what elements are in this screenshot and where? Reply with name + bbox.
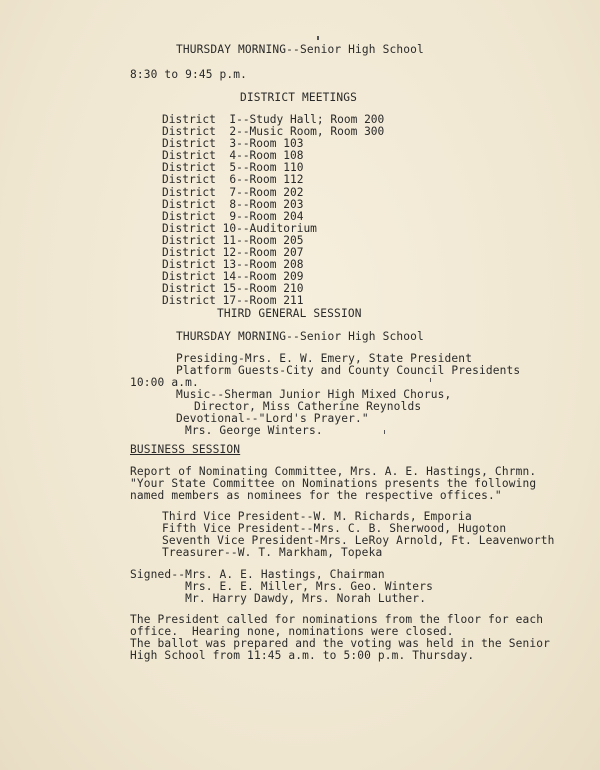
closing-line: High School from 11:45 a.m. to 5:00 p.m. Thursday. [130,649,475,662]
district-item: District 10--Auditorium [162,221,317,235]
nominee-line: Fifth Vice President--Mrs. C. B. Sherwood, Hugoton [162,522,507,535]
nominee-line: Third Vice President--W. M. Richards, Emporia [162,510,472,523]
nominee-line: Seventh Vice President-Mrs. LeRoy Arnold, Ft. Leavenworth [162,534,555,547]
district-item: District 2--Music Room, Room 300 [162,125,385,139]
music-line: Music--Sherman Junior High Mixed Chorus, [176,388,452,401]
closing-line: The ballot was prepared and the voting was held in the Senior [130,637,551,650]
district-item: District 11--Room 205 [162,233,304,247]
district-item: District 7--Room 202 [162,185,304,199]
presiding-line: Presiding-Mrs. E. W. Emery, State President [176,352,473,365]
district-item: District 3--Room 103 [162,137,304,151]
district-item: District 9--Room 204 [162,209,304,223]
ink-mark [384,430,385,434]
devotional-line: Devotional--"Lord's Prayer." [176,412,369,425]
nominee-line: Treasurer--W. T. Markham, Topeka [162,546,383,559]
district-item: District 12--Room 207 [162,246,304,260]
signed-line: Signed--Mrs. A. E. Hastings, Chairman [130,568,385,581]
district-item: District 17--Room 211 [162,294,304,308]
district-item: District 6--Room 112 [162,173,304,187]
report-line: "Your State Committee on Nominations presents the following [130,477,537,490]
ink-mark [317,36,319,40]
section-heading-third-session: THIRD GENERAL SESSION [217,307,362,320]
district-item: District 5--Room 110 [162,161,304,175]
closing-line: The President called for nominations from the floor for each [130,613,544,626]
report-line: named members as nominees for the respective offices." [130,489,502,502]
ink-mark [430,378,431,382]
report-line: Report of Nominating Committee, Mrs. A. E. Hastings, Chrmn. [130,465,537,478]
session-subtitle: THURSDAY MORNING--Senior High School [176,330,424,343]
session-time: 10:00 a.m. [130,376,199,389]
closing-line: office. Hearing none, nominations were closed. [130,625,454,638]
district-item: District I--Study Hall; Room 200 [162,113,385,126]
district-list [162,114,384,308]
district-item: District 4--Room 108 [162,149,304,163]
district-item: District 13--Room 208 [162,258,304,272]
meeting-time: 8:30 to 9:45 p.m. [130,68,248,81]
platform-guests-line: Platform Guests-City and County Council Presidents [176,364,521,377]
devotional-by-line: Mrs. George Winters. [185,424,323,437]
signed-line: Mr. Harry Dawdy, Mrs. Norah Luther. [130,592,427,605]
section-heading-business-session: BUSINESS SESSION [130,443,241,456]
district-item: District 14--Room 209 [162,270,304,284]
page-title: THURSDAY MORNING--Senior High School [176,43,424,56]
district-item: District 15--Room 210 [162,282,304,296]
director-line: Director, Miss Catherine Reynolds [194,400,422,413]
district-item: District 8--Room 203 [162,197,304,211]
signed-line: Mrs. E. E. Miller, Mrs. Geo. Winters [130,580,433,593]
section-heading-district-meetings: DISTRICT MEETINGS [240,91,358,104]
